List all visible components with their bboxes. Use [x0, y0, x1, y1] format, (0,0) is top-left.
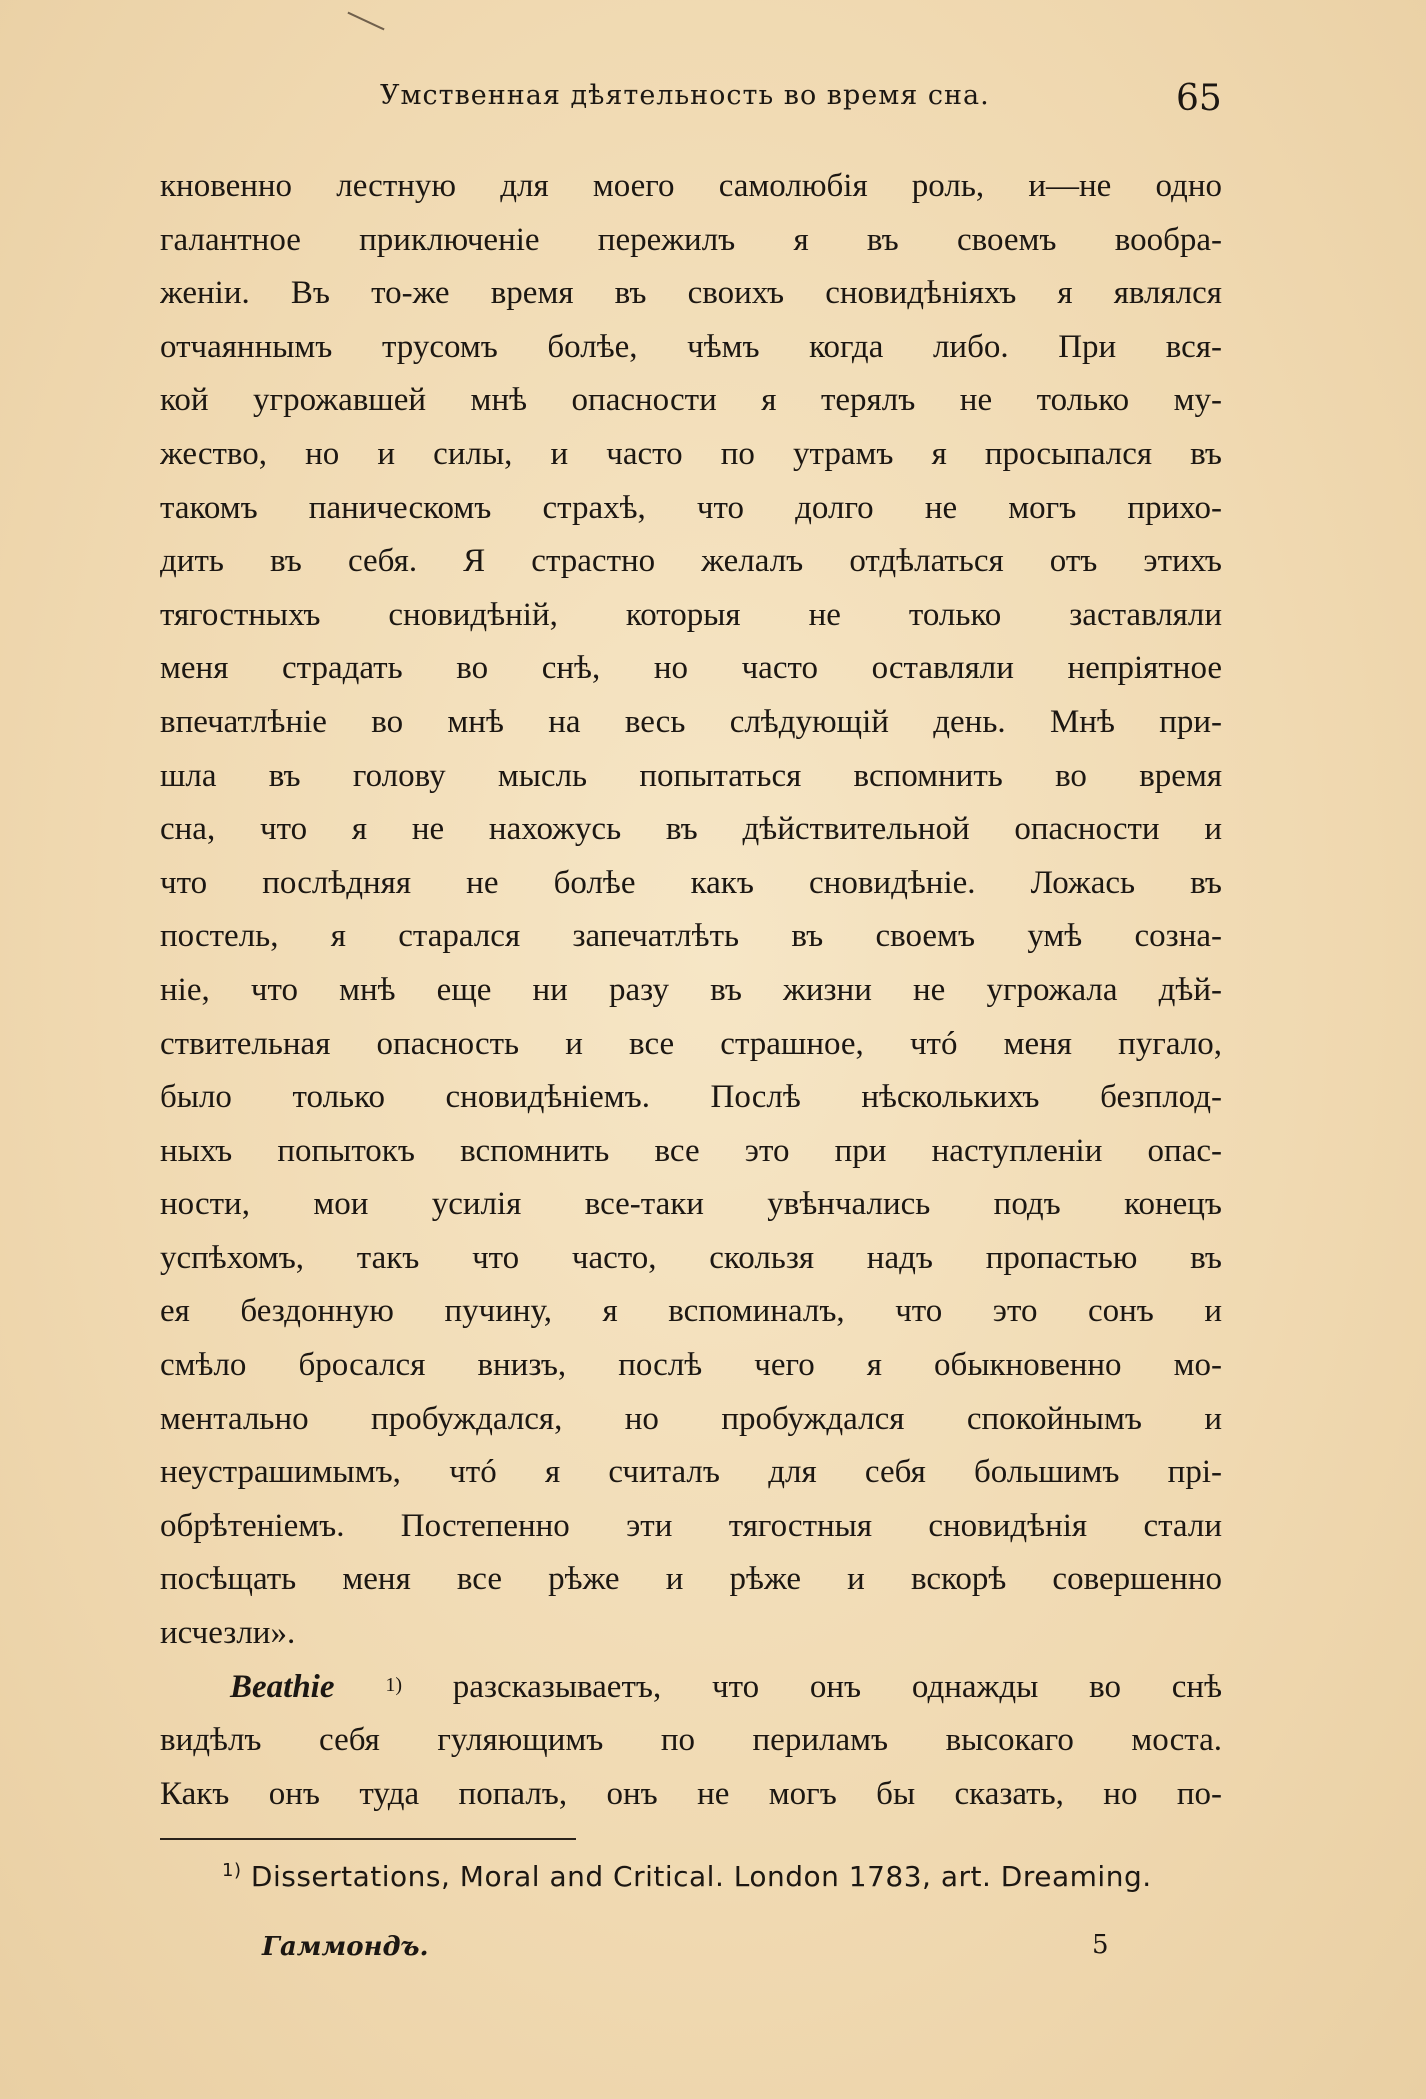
footnote-rule	[160, 1838, 576, 1840]
text-line: впечатлѣніе во мнѣ на весь слѣдующій день. Мнѣ при-	[160, 703, 1222, 740]
text-line: исчезли».	[160, 1615, 296, 1652]
text-line: такомъ паническомъ страхѣ, что долго не могъ прихо-	[160, 489, 1222, 526]
text-line: ея бездонную пучину, я вспоминалъ, что это сонъ и	[160, 1293, 1222, 1330]
author-name: Beathie	[230, 1668, 335, 1705]
text-line: посѣщать меня все рѣже и рѣже и вскорѣ совершенно	[160, 1561, 1222, 1598]
text-line: отчаяннымъ трусомъ болѣе, чѣмъ когда либо. При вся-	[160, 328, 1222, 365]
text-line: тягостныхъ сновидѣній, которыя не только заставляли	[160, 596, 1222, 633]
text-line: успѣхомъ, такъ что часто, скользя надъ пропастью въ	[160, 1239, 1222, 1276]
text-line: жество, но и силы, и часто по утрамъ я просыпался въ	[160, 435, 1222, 472]
page-number: 65	[1176, 78, 1222, 119]
running-title: Умственная дѣятельность во время сна.	[380, 80, 990, 111]
ink-mark	[347, 12, 384, 31]
text-line: было только сновидѣніемъ. Послѣ нѣсколькихъ безплод-	[160, 1079, 1222, 1116]
text-line: видѣлъ себя гуляющимъ по периламъ высокаго моста.	[160, 1722, 1222, 1759]
text-line: женіи. Въ то-же время въ своихъ сновидѣніяхъ я являлся	[160, 275, 1222, 312]
text-line: ныхъ попытокъ вспомнить все это при наступленіи опас-	[160, 1132, 1222, 1169]
text-line: что послѣдняя не болѣе какъ сновидѣніе. Ложась въ	[160, 864, 1222, 901]
text-line: обрѣтеніемъ. Постепенно эти тягостныя сновидѣнія стали	[160, 1507, 1222, 1544]
text-line: галантное приключеніе пережилъ я въ своемъ вообра-	[160, 221, 1222, 258]
footnote-text: Dissertations, Moral and Critical. London 1783, art. Dreaming.	[250, 1860, 1152, 1893]
text-line: Какъ онъ туда попалъ, онъ не могъ бы сказать, но по-	[160, 1775, 1222, 1812]
text-line: постель, я старался запечатлѣть въ своемъ умѣ созна-	[160, 918, 1222, 955]
signature-mark: Гаммондъ.	[262, 1932, 429, 1962]
text-line: смѣло бросался внизъ, послѣ чего я обыкновенно мо-	[160, 1347, 1222, 1384]
text-line: ніе, что мнѣ еще ни разу въ жизни не угрожала дѣй-	[160, 971, 1222, 1008]
text-line: кновенно лестную для моего самолюбія роль, и—не одно	[160, 168, 1222, 204]
text-line: шла въ голову мысль попытаться вспомнить во время	[160, 757, 1222, 794]
body-text	[160, 160, 1222, 1821]
signature-number: 5	[1092, 1930, 1109, 1960]
text-line: ментально пробуждался, но пробуждался спокойнымъ и	[160, 1400, 1222, 1437]
text-fragment: разсказываетъ, что онъ однажды во снѣ	[452, 1668, 1222, 1705]
text-line: кой угрожавшей мнѣ опасности я терялъ не только му-	[160, 382, 1222, 419]
text-line: меня страдать во снѣ, но часто оставляли непріятное	[160, 650, 1222, 687]
text-line: неустрашимымъ, чтó я считалъ для себя большимъ прі-	[160, 1454, 1222, 1491]
text-line: сна, что я не нахожусь въ дѣйствительной опасности и	[160, 811, 1222, 848]
paragraph-first-line	[160, 1661, 1222, 1715]
footnote	[222, 1860, 1152, 1893]
text-line: дить въ себя. Я страстно желалъ отдѣлаться отъ этихъ	[160, 543, 1222, 580]
text-line: ствительная опасность и все страшное, чтó меня пугало,	[160, 1025, 1222, 1062]
footnote-ref: 1)	[385, 1673, 402, 1696]
text-line: ности, мои усилія все-таки увѣнчались подъ конецъ	[160, 1186, 1222, 1223]
footnote-marker: 1)	[222, 1860, 242, 1881]
